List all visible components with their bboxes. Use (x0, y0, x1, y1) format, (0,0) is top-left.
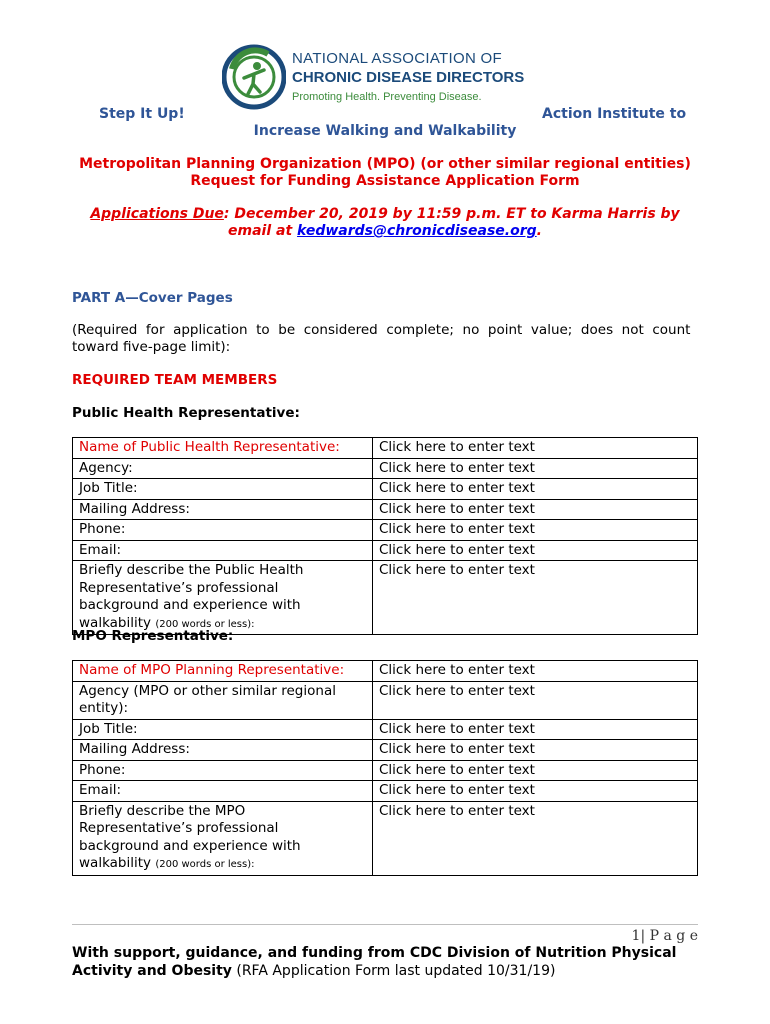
ph-name-label: Name of Public Health Representative: (73, 438, 373, 459)
mpo-phone-value[interactable]: Click here to enter text (373, 760, 698, 781)
footer-text (72, 944, 698, 980)
due-line1 (0, 206, 770, 222)
public-health-heading: Public Health Representative: (72, 405, 300, 421)
ph-agency-label: Agency: (73, 458, 373, 479)
header-right: Action Institute to (542, 106, 687, 122)
footer-line2 (72, 962, 698, 980)
mpo-table (72, 660, 698, 876)
footer-normal-text: (RFA Application Form last updated 10/31/19) (231, 963, 556, 979)
ph-describe-walkability: walkability (79, 614, 152, 631)
ph-mail-label: Mailing Address: (73, 499, 373, 520)
mpo-agency-label (73, 681, 373, 719)
ph-describe-limit: (200 words or less): (155, 618, 255, 630)
page-number-label: | P a g e (640, 928, 698, 944)
table-row (73, 681, 698, 719)
table-row (73, 661, 698, 682)
table-row (73, 561, 698, 635)
mpo-describe-line4 (79, 855, 366, 874)
mpo-describe-limit: (200 words or less): (155, 859, 255, 870)
logo-org-line2: CHRONIC DISEASE DIRECTORS (292, 69, 525, 86)
ph-phone-label: Phone: (73, 520, 373, 541)
ph-name-value[interactable]: Click here to enter text (373, 438, 698, 459)
part-a-heading: PART A—Cover Pages (72, 290, 233, 306)
due-line2 (0, 223, 770, 239)
part-a-note-line1: (Required for application to be considered complete; no point value; does not count (72, 322, 691, 338)
ph-agency-value[interactable]: Click here to enter text (373, 458, 698, 479)
table-row (73, 760, 698, 781)
mpo-agency-value[interactable]: Click here to enter text (373, 681, 698, 719)
mpo-describe-line3: background and experience with (79, 837, 301, 854)
mpo-agency-line2: entity): (79, 700, 129, 716)
footer-bold-line2: Activity and Obesity (72, 963, 232, 979)
ph-describe-value[interactable]: Click here to enter text (373, 561, 698, 635)
public-health-table (72, 437, 698, 635)
required-heading: REQUIRED TEAM MEMBERS (72, 372, 278, 388)
logo-tagline: Promoting Health. Preventing Disease. (292, 91, 482, 103)
table-row (73, 520, 698, 541)
footer-divider (72, 924, 698, 925)
part-a-note-line2: toward five-page limit): (72, 339, 231, 355)
ph-describe-line1: Briefly describe the Public Health (79, 562, 304, 578)
ph-describe-line3: background and experience with (79, 597, 301, 613)
ph-mail-value[interactable]: Click here to enter text (373, 499, 698, 520)
ph-email-value[interactable]: Click here to enter text (373, 540, 698, 561)
table-row (73, 540, 698, 561)
mpo-phone-label: Phone: (73, 760, 373, 781)
footer-bold-line1: With support, guidance, and funding from CDC Division of Nutrition Physical (72, 945, 677, 961)
mpo-name-label: Name of MPO Planning Representative: (73, 661, 373, 682)
table-row (73, 801, 698, 875)
mpo-name-value[interactable]: Click here to enter text (373, 661, 698, 682)
header-left: Step It Up! (99, 106, 185, 122)
mpo-describe-line1: Briefly describe the MPO (79, 802, 246, 819)
ph-job-value[interactable]: Click here to enter text (373, 479, 698, 500)
mpo-job-label: Job Title: (73, 719, 373, 740)
ph-job-label: Job Title: (73, 479, 373, 500)
ph-phone-value[interactable]: Click here to enter text (373, 520, 698, 541)
ph-describe-line2: Representative’s professional (79, 579, 279, 596)
due-email-prefix: email at (228, 223, 298, 239)
nacdd-logo-icon (222, 44, 286, 110)
mpo-mail-value[interactable]: Click here to enter text (373, 740, 698, 761)
nacdd-logo (222, 44, 525, 110)
mpo-agency-line1: Agency (MPO or other similar regional (79, 682, 336, 699)
due-email-suffix: . (536, 223, 542, 239)
mpo-heading: MPO Representative: (72, 628, 234, 644)
page-number (600, 928, 698, 944)
mpo-describe-value[interactable]: Click here to enter text (373, 801, 698, 875)
table-row (73, 740, 698, 761)
mpo-describe-line2: Representative’s professional (79, 820, 279, 836)
ph-email-label: Email: (73, 540, 373, 561)
title-line1: Metropolitan Planning Organization (MPO) (or other similar regional entities) (79, 156, 691, 172)
mpo-describe-label (73, 801, 373, 875)
due-label: Applications Due (90, 206, 224, 222)
mpo-job-value[interactable]: Click here to enter text (373, 719, 698, 740)
mpo-describe-walkability: walkability (79, 855, 152, 871)
due-text: : December 20, 2019 by 11:59 p.m. ET to Karma Harris by (223, 206, 680, 222)
table-row (73, 719, 698, 740)
mpo-mail-label: Mailing Address: (73, 740, 373, 761)
ph-describe-label (73, 561, 373, 635)
page-number-value: 1 (631, 928, 641, 944)
mpo-email-label: Email: (73, 781, 373, 802)
header-center: Increase Walking and Walkability (253, 123, 517, 139)
mpo-email-value[interactable]: Click here to enter text (373, 781, 698, 802)
table-row (73, 781, 698, 802)
table-row (73, 458, 698, 479)
logo-org-line1: NATIONAL ASSOCIATION OF (292, 50, 502, 67)
due-email-link[interactable]: kedwards@chronicdisease.org (297, 223, 537, 239)
table-row (73, 479, 698, 500)
table-row (73, 438, 698, 459)
table-row (73, 499, 698, 520)
title-line2: Request for Funding Assistance Application Form (190, 173, 580, 189)
